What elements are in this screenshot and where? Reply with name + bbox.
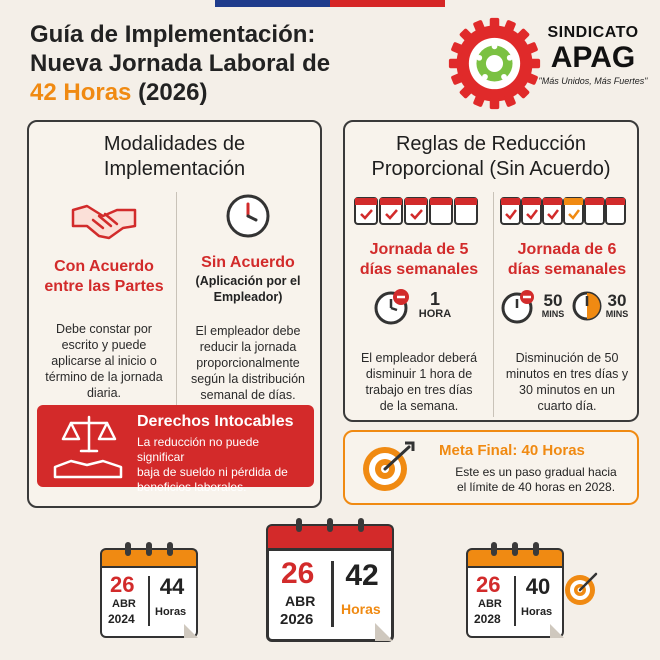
- con-acuerdo-text-line: aplicarse al inicio o: [51, 354, 157, 368]
- target-icon: [359, 441, 417, 495]
- timeline-calendar-2024: [100, 548, 198, 638]
- brand-name: APAG: [550, 41, 636, 74]
- con-acuerdo-heading: [37, 257, 171, 297]
- derechos-text: [137, 435, 307, 495]
- calendar-hours: 40: [525, 574, 551, 599]
- meta-final-text: [441, 465, 631, 495]
- seis-text-line: Disminución de 50: [515, 351, 619, 365]
- page-title: [30, 20, 440, 107]
- derechos-title: Derechos Intocables: [137, 413, 294, 430]
- meta-final-title: Meta Final: 40 Horas: [439, 442, 585, 459]
- title-line-3: [30, 78, 440, 107]
- target-icon: [562, 568, 602, 608]
- calendar-day: 26: [110, 572, 135, 597]
- seis-text-line: 30 minutos en un: [519, 383, 615, 397]
- calendar-year: 2024: [108, 612, 135, 626]
- title-year: (2026): [138, 79, 208, 106]
- calendar-year: 2028: [474, 612, 501, 626]
- calendar-month: ABR: [478, 598, 502, 610]
- con-acuerdo-text-line: escrito y puede: [61, 338, 147, 352]
- sin-acuerdo-text: [179, 323, 317, 403]
- con-acuerdo-column: [37, 196, 171, 401]
- column-divider: [176, 192, 177, 407]
- sin-acuerdo-subheading: [179, 273, 317, 305]
- con-acuerdo-heading-line-1: Con Acuerdo: [54, 258, 154, 275]
- clock-icon: [224, 192, 272, 240]
- calendar-hours-label: Horas: [521, 606, 553, 618]
- timeline-calendar-2028: [466, 548, 564, 638]
- seis-dias-text: [495, 350, 639, 414]
- seis-text-line: cuarto día.: [537, 399, 597, 413]
- handshake-icon: [69, 196, 139, 242]
- calendar-year: 2026: [280, 611, 314, 628]
- cinco-text-line: disminuir 1 hora de: [365, 367, 473, 381]
- calendar-month: ABR: [112, 598, 136, 610]
- seis-dias-heading: [497, 240, 637, 280]
- sin-acuerdo-sub-line-1: (Aplicación por el: [195, 274, 301, 288]
- con-acuerdo-text-line: término de la jornada: [45, 370, 163, 384]
- six-days-calendar-icon: [500, 194, 630, 228]
- cinco-text-line: de la semana.: [379, 399, 459, 413]
- calendar-month: ABR: [285, 593, 316, 609]
- con-acuerdo-text-line: Debe constar por: [56, 322, 152, 336]
- brand-block: [538, 24, 648, 86]
- title-line-2: Nueva Jornada Laboral de: [30, 50, 331, 77]
- seis-text-line: minutos en tres días y: [505, 367, 629, 381]
- cinco-dias-heading-line-2: días semanales: [359, 261, 479, 278]
- calendar-day: 26: [281, 557, 315, 590]
- meta-final-text-line: el límite de 40 horas en 2028.: [456, 480, 616, 494]
- clock-minus-icon: [373, 288, 411, 326]
- seis-dias-heading-line-2: días semanales: [507, 261, 627, 278]
- modalidades-title: [29, 132, 320, 182]
- clock-minus-icon: [501, 288, 537, 324]
- title-highlight: 42 Horas: [30, 79, 132, 106]
- reglas-title-line-2: Proporcional (Sin Acuerdo): [371, 158, 611, 180]
- sin-acuerdo-text-line: proporcionalmente: [196, 356, 300, 370]
- derechos-intocables-banner: [37, 405, 314, 494]
- reglas-title: [345, 132, 637, 182]
- seis-reduction-a-unit: MINS: [541, 309, 565, 319]
- meta-final-text-line: Este es un paso gradual hacia: [455, 465, 617, 479]
- reglas-card: [343, 120, 639, 422]
- calendar-day: 26: [476, 572, 501, 597]
- five-days-calendar-icon: [353, 194, 481, 228]
- seis-reduction-b-unit: MINS: [605, 309, 629, 319]
- cinco-dias-heading-line-1: Jornada de 5: [369, 241, 469, 258]
- cinco-text-line: El empleador deberá: [360, 351, 478, 365]
- union-logo-icon: [447, 16, 542, 111]
- cinco-text-line: trabajo en tres días: [365, 383, 473, 397]
- modalidades-title-line-1: Modalidades de: [103, 133, 246, 155]
- title-line-1: Guía de Implementación:: [30, 21, 316, 48]
- column-divider: [493, 192, 494, 417]
- sin-acuerdo-sub-line-2: Empleador): [213, 290, 283, 304]
- con-acuerdo-text: [37, 321, 171, 401]
- con-acuerdo-heading-line-2: entre las Partes: [44, 278, 164, 295]
- calendar-hours-label: Horas: [341, 601, 381, 617]
- reglas-title-line-1: Reglas de Reducción: [395, 133, 587, 155]
- sin-acuerdo-heading: Sin Acuerdo: [201, 254, 295, 271]
- cinco-reduction-value: 1: [429, 289, 440, 309]
- calendar-hours-label: Horas: [155, 606, 187, 618]
- derechos-text-line: baja de sueldo ni pérdida de: [137, 465, 288, 479]
- derechos-text-line: beneficios laborales.: [137, 480, 247, 494]
- seis-dias-column: [497, 240, 637, 280]
- seis-reduction-a-value: 50: [543, 291, 563, 310]
- seis-dias-heading-line-1: Jornada de 6: [517, 241, 617, 258]
- brand-slogan: "Más Unidos, Más Fuertes": [538, 76, 648, 86]
- cinco-reduction-unit: HORA: [418, 308, 452, 320]
- cinco-dias-column: [349, 240, 489, 280]
- flag-stripe: [215, 0, 445, 7]
- modalidades-title-line-2: Implementación: [103, 158, 246, 180]
- timeline-calendar-2026: [266, 524, 394, 642]
- sin-acuerdo-text-line: El empleador debe: [195, 324, 301, 338]
- cinco-dias-text: [349, 350, 489, 414]
- calendar-hours: 44: [159, 574, 185, 599]
- derechos-text-line: La reducción no puede significar: [137, 435, 260, 464]
- sin-acuerdo-column: [179, 192, 317, 403]
- sin-acuerdo-text-line: reducir la jornada: [199, 340, 297, 354]
- seis-reduction-b-value: 30: [607, 291, 627, 310]
- seis-reduction-a: [535, 292, 571, 319]
- brand-name-top: SINDICATO: [547, 24, 639, 41]
- con-acuerdo-text-line: diaria.: [86, 386, 122, 400]
- cinco-dias-heading: [349, 240, 489, 280]
- sin-acuerdo-text-line: según la distribución: [191, 372, 305, 386]
- cinco-dias-reduction: [415, 290, 455, 320]
- modalidades-card: [27, 120, 322, 508]
- calendar-hours: 42: [345, 559, 379, 592]
- sin-acuerdo-text-line: semanal de días.: [200, 388, 296, 402]
- scales-hand-icon: [51, 411, 127, 481]
- meta-final-card: [343, 430, 639, 505]
- seis-reduction-b: [599, 292, 635, 319]
